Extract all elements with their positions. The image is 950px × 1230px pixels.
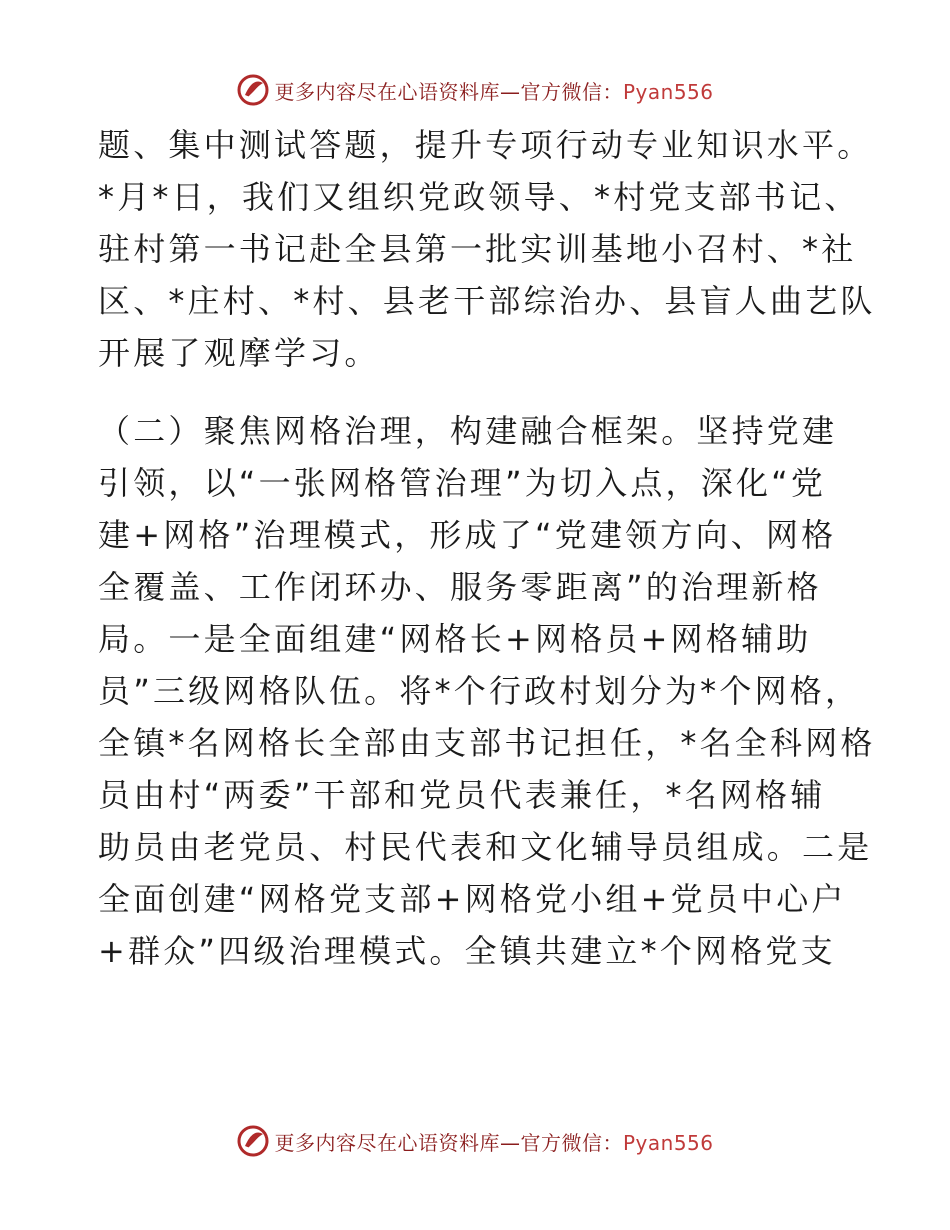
text-line: 员由村“两委”干部和党员代表兼任，*名网格辅 (98, 776, 826, 814)
text-line: *月*日，我们又组织党政领导、*村党支部书记、 (98, 178, 860, 216)
text-line: 员”三级网格队伍。将*个行政村划分为*个网格， (98, 672, 861, 710)
text-line: 驻村第一书记赴全县第一批实训基地小召村、*社 (98, 230, 857, 268)
text-line: （二）聚焦网格治理，构建融合框架。坚持党建 (98, 412, 838, 450)
watermark-text: 更多内容尽在心语资料库—官方微信：Pyan556 (274, 1130, 714, 1155)
body-text (98, 123, 876, 981)
text-line: 全面创建“网格党支部+网格党小组+党员中心户 (98, 880, 847, 918)
text-line: 题、集中测试答题，提升专项行动专业知识水平。 (98, 126, 873, 164)
paragraph-1 (98, 123, 876, 375)
text-line: 局。一是全面组建“网格长+网格员+网格辅助 (98, 620, 812, 658)
text-line: 建+网格”治理模式，形成了“党建领方向、网格 (98, 516, 837, 554)
text-line: 开展了观摩学习。 (98, 334, 380, 372)
text-line: 全镇*名网格长全部由支部书记担任，*名全科网格 (98, 724, 876, 762)
header-watermark (0, 70, 950, 110)
text-line: 区、*庄村、*村、县老干部综治办、县盲人曲艺队 (98, 282, 876, 320)
logo-icon (236, 73, 270, 107)
text-line: 引领，以“一张网格管治理”为切入点，深化“党 (98, 464, 827, 502)
logo-icon (236, 1124, 270, 1158)
text-line: 助员由老党员、村民代表和文化辅导员组成。二是 (98, 828, 873, 866)
watermark-text: 更多内容尽在心语资料库—官方微信：Pyan556 (274, 79, 714, 104)
footer-watermark (0, 1121, 950, 1161)
text-line: +群众”四级治理模式。全镇共建立*个网格党支 (98, 932, 836, 970)
text-line: 全覆盖、工作闭环办、服务零距离”的治理新格 (98, 568, 822, 606)
paragraph-2 (98, 409, 876, 973)
